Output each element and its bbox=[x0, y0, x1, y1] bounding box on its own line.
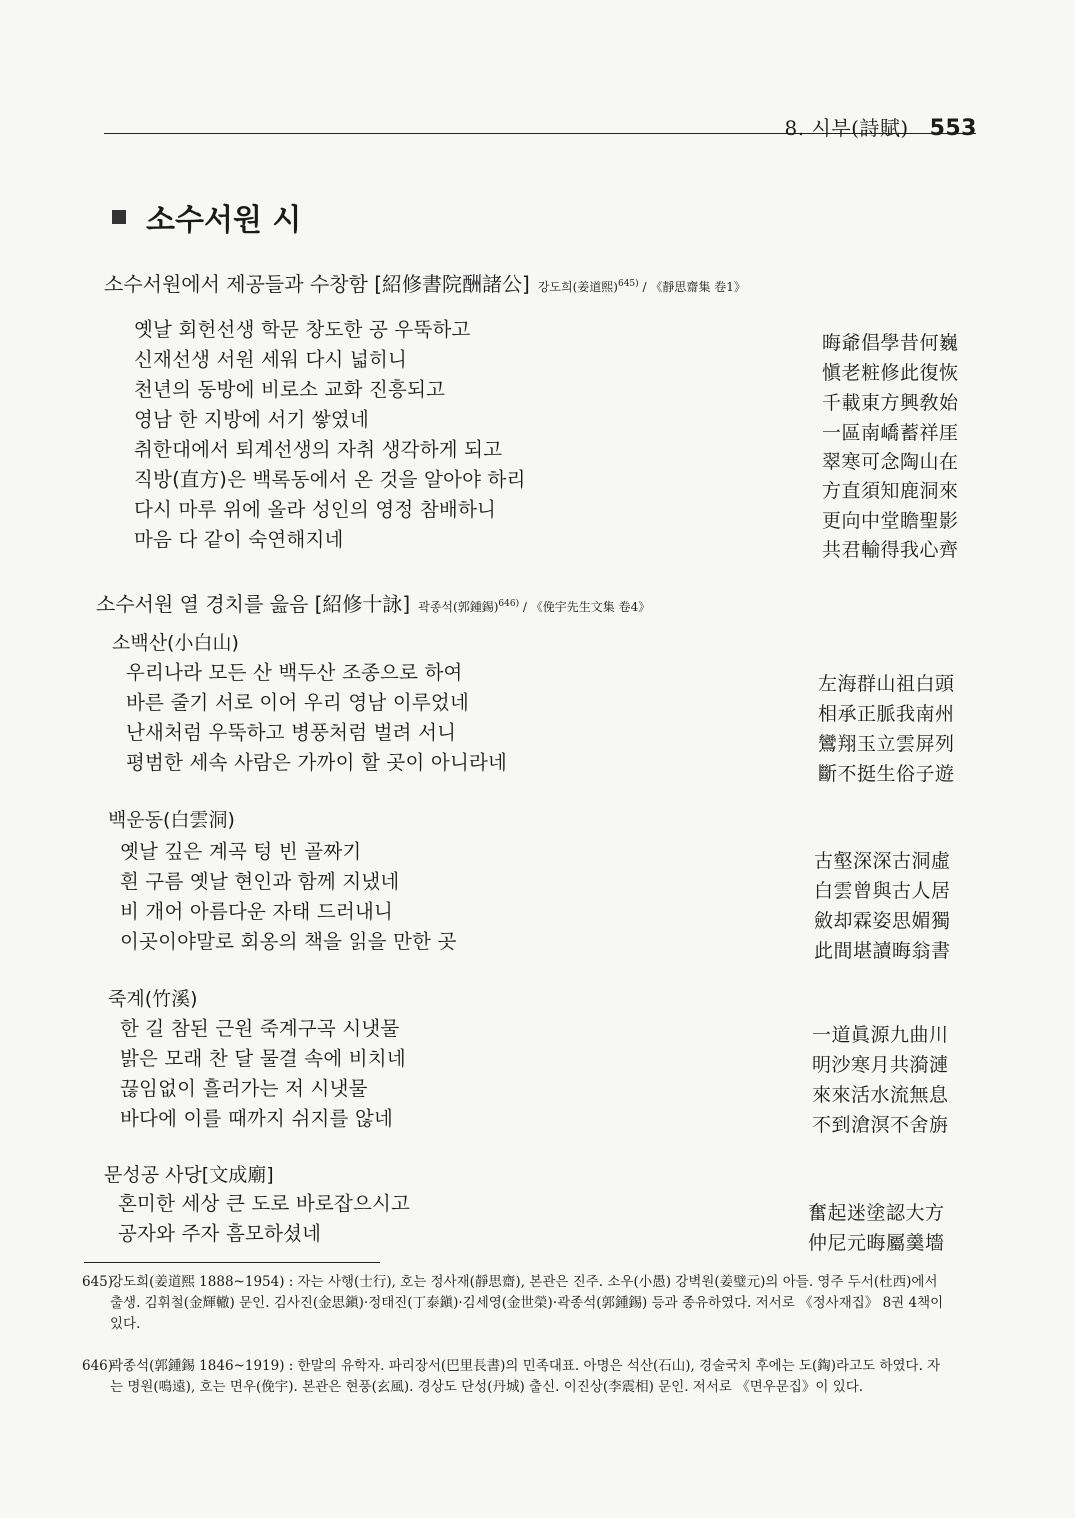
poem2-title bbox=[96, 588, 650, 617]
page-number: 553 bbox=[929, 116, 977, 141]
running-header bbox=[785, 112, 977, 141]
poem2-hanja-line: 左海群山祖白頭 bbox=[818, 673, 955, 695]
poem2-hanja-line: 奮起迷塗認大方 bbox=[808, 1202, 945, 1224]
poem1-hanja-line: 晦爺倡學昔何巍 bbox=[822, 332, 959, 354]
poem1-korean-line: 취한대에서 퇴계선생의 자취 생각하게 되고 bbox=[134, 438, 503, 461]
section-title bbox=[112, 195, 301, 239]
footnote-645 bbox=[82, 1272, 952, 1335]
header-rule bbox=[104, 133, 976, 134]
poem2-korean-line: 평범한 세속 사람은 가까이 할 곳이 아니라네 bbox=[126, 751, 508, 774]
poem2-title-text: 소수서원 열 경치를 읊음 [紹修十詠] bbox=[96, 592, 411, 616]
poem2-source: / 《俛宇先生文集 卷4》 bbox=[522, 600, 651, 614]
poem2-korean-line: 끊임없이 흘러가는 저 시냇물 bbox=[120, 1077, 368, 1100]
poem2-hanja-line: 鸞翔玉立雲屏列 bbox=[818, 733, 955, 755]
poem2-hanja-line: 仲尼元晦屬羹墻 bbox=[808, 1232, 945, 1254]
poem1-hanja-line: 千載東方興敎始 bbox=[822, 392, 959, 414]
poem1-meta bbox=[538, 280, 746, 294]
poem2-korean-line: 공자와 주자 흠모하셨네 bbox=[118, 1222, 322, 1245]
poem2-hanja-line: 斂却霖姿思媚獨 bbox=[814, 910, 951, 932]
footnote-rule bbox=[84, 1262, 380, 1263]
poem2-hanja-line: 來來活水流無息 bbox=[812, 1084, 949, 1106]
poem2-hanja-line: 斷不挺生俗子遊 bbox=[818, 763, 955, 785]
poem1-korean-line: 천년의 동방에 비로소 교화 진흥되고 bbox=[134, 378, 446, 401]
footnote-text: 강도희(姜道熙 1888~1954) : 자는 사행(士行), 호는 정사재(靜思齋), 본관은 진주. 소우(小愚) 강벽원(姜璧元)의 아들. 영주 두서(杜西)에서 출생. 김휘철(金輝轍) 문인. 김사진(金思鎭)·정태진(丁泰鎭)·김세영(金世榮)·곽종석(郭鍾錫) 등과 종유하였다. 저서로 《정사재집》 8권 4책이 있다. bbox=[110, 1274, 944, 1332]
poem1-korean-line: 옛날 회헌선생 학문 창도한 공 우뚝하고 bbox=[134, 318, 471, 341]
poem2-subtitle: 소백산(小白山) bbox=[112, 632, 239, 654]
poem2-korean-line: 우리나라 모든 산 백두산 조종으로 하여 bbox=[126, 661, 463, 684]
poem1-title bbox=[104, 268, 746, 297]
poem2-subtitle: 백운동(白雲洞) bbox=[108, 809, 235, 831]
poem1-hanja-line: 愼老粧修此復恢 bbox=[822, 362, 959, 384]
footnote-text: 곽종석(郭鍾錫 1846~1919) : 한말의 유학자. 파리장서(巴里長書)의 민족대표. 아명은 석산(石山), 경술국치 후에는 도(鋾)라고도 하였다. 자는 명원(鳴遠), 호는 면우(俛宇). 본관은 현풍(玄風). 경상도 단성(丹城) 출신. 이진상(李震相) 문인. 저서로 《면우문집》이 있다. bbox=[110, 1358, 941, 1395]
poem2-hanja-line: 古壑深深古洞虛 bbox=[814, 850, 951, 872]
poem2-hanja-line: 此間堪讀晦翁書 bbox=[814, 940, 951, 962]
poem2-korean-line: 혼미한 세상 큰 도로 바로잡으시고 bbox=[118, 1192, 411, 1215]
poem2-korean-line: 난새처럼 우뚝하고 병풍처럼 벌려 서니 bbox=[126, 721, 457, 744]
poem1-author: 강도희(姜道熙) bbox=[537, 280, 618, 294]
poem2-subtitle: 문성공 사당[文成廟] bbox=[104, 1164, 274, 1186]
poem2-korean-line: 옛날 깊은 계곡 텅 빈 골짜기 bbox=[120, 840, 362, 863]
poem1-korean-line: 다시 마루 위에 올라 성인의 영정 참배하니 bbox=[134, 498, 497, 521]
poem1-source: / 《靜思齋集 卷1》 bbox=[642, 280, 746, 294]
poem2-korean-line: 바른 줄기 서로 이어 우리 영남 이루었네 bbox=[126, 691, 469, 714]
poem2-hanja-line: 白雲曾與古人居 bbox=[814, 880, 951, 902]
poem2-hanja-line: 明沙寒月共漪漣 bbox=[812, 1054, 949, 1076]
poem2-korean-line: 바다에 이를 때까지 쉬지를 않네 bbox=[120, 1107, 394, 1130]
poem1-fn-ref: 645) bbox=[617, 279, 639, 289]
poem2-hanja-line: 一道眞源九曲川 bbox=[812, 1024, 949, 1046]
poem2-author: 곽종석(郭鍾錫) bbox=[418, 600, 499, 614]
poem1-hanja-line: 一區南嶠蓄祥厓 bbox=[822, 422, 959, 444]
poem1-title-text: 소수서원에서 제공들과 수창함 [紹修書院酬諸公] bbox=[104, 272, 530, 296]
poem1-korean-line: 신재선생 서원 세워 다시 넓히니 bbox=[134, 348, 408, 371]
poem2-fn-ref: 646) bbox=[498, 599, 520, 609]
footnote-number: 645) bbox=[82, 1274, 114, 1290]
footnote-number: 646) bbox=[82, 1358, 114, 1374]
poem1-hanja-line: 更向中堂瞻聖影 bbox=[822, 510, 959, 532]
poem1-korean-line: 영남 한 지방에 서기 쌓였네 bbox=[134, 408, 370, 431]
poem2-korean-line: 한 길 참된 근원 죽계구곡 시냇물 bbox=[120, 1017, 400, 1040]
poem1-korean-line: 직방(直方)은 백록동에서 온 것을 알아야 하리 bbox=[134, 468, 526, 491]
poem2-subtitle: 죽계(竹溪) bbox=[108, 988, 198, 1010]
section-title-text: 소수서원 시 bbox=[146, 203, 302, 238]
poem2-hanja-line: 不到滄溟不舍旃 bbox=[812, 1114, 949, 1136]
square-bullet-icon bbox=[112, 210, 126, 224]
poem1-hanja-line: 共君輸得我心齊 bbox=[822, 539, 959, 561]
poem2-korean-line: 이곳이야말로 회옹의 책을 읽을 만한 곳 bbox=[120, 930, 457, 953]
poem1-hanja-line: 方直須知鹿洞來 bbox=[822, 480, 959, 502]
footnote-646 bbox=[82, 1356, 952, 1398]
poem2-korean-line: 흰 구름 옛날 현인과 함께 지냈네 bbox=[120, 870, 400, 893]
poem2-meta bbox=[418, 600, 650, 614]
section-label: 8. 시부(詩賦) bbox=[784, 116, 909, 140]
poem1-hanja-line: 翠寒可念陶山在 bbox=[822, 451, 959, 473]
poem2-korean-line: 밝은 모래 찬 달 물결 속에 비치네 bbox=[120, 1047, 406, 1070]
poem2-hanja-line: 相承正脈我南州 bbox=[818, 703, 955, 725]
poem1-korean-line: 마음 다 같이 숙연해지네 bbox=[134, 528, 344, 551]
poem2-korean-line: 비 개어 아름다운 자태 드러내니 bbox=[120, 900, 394, 923]
